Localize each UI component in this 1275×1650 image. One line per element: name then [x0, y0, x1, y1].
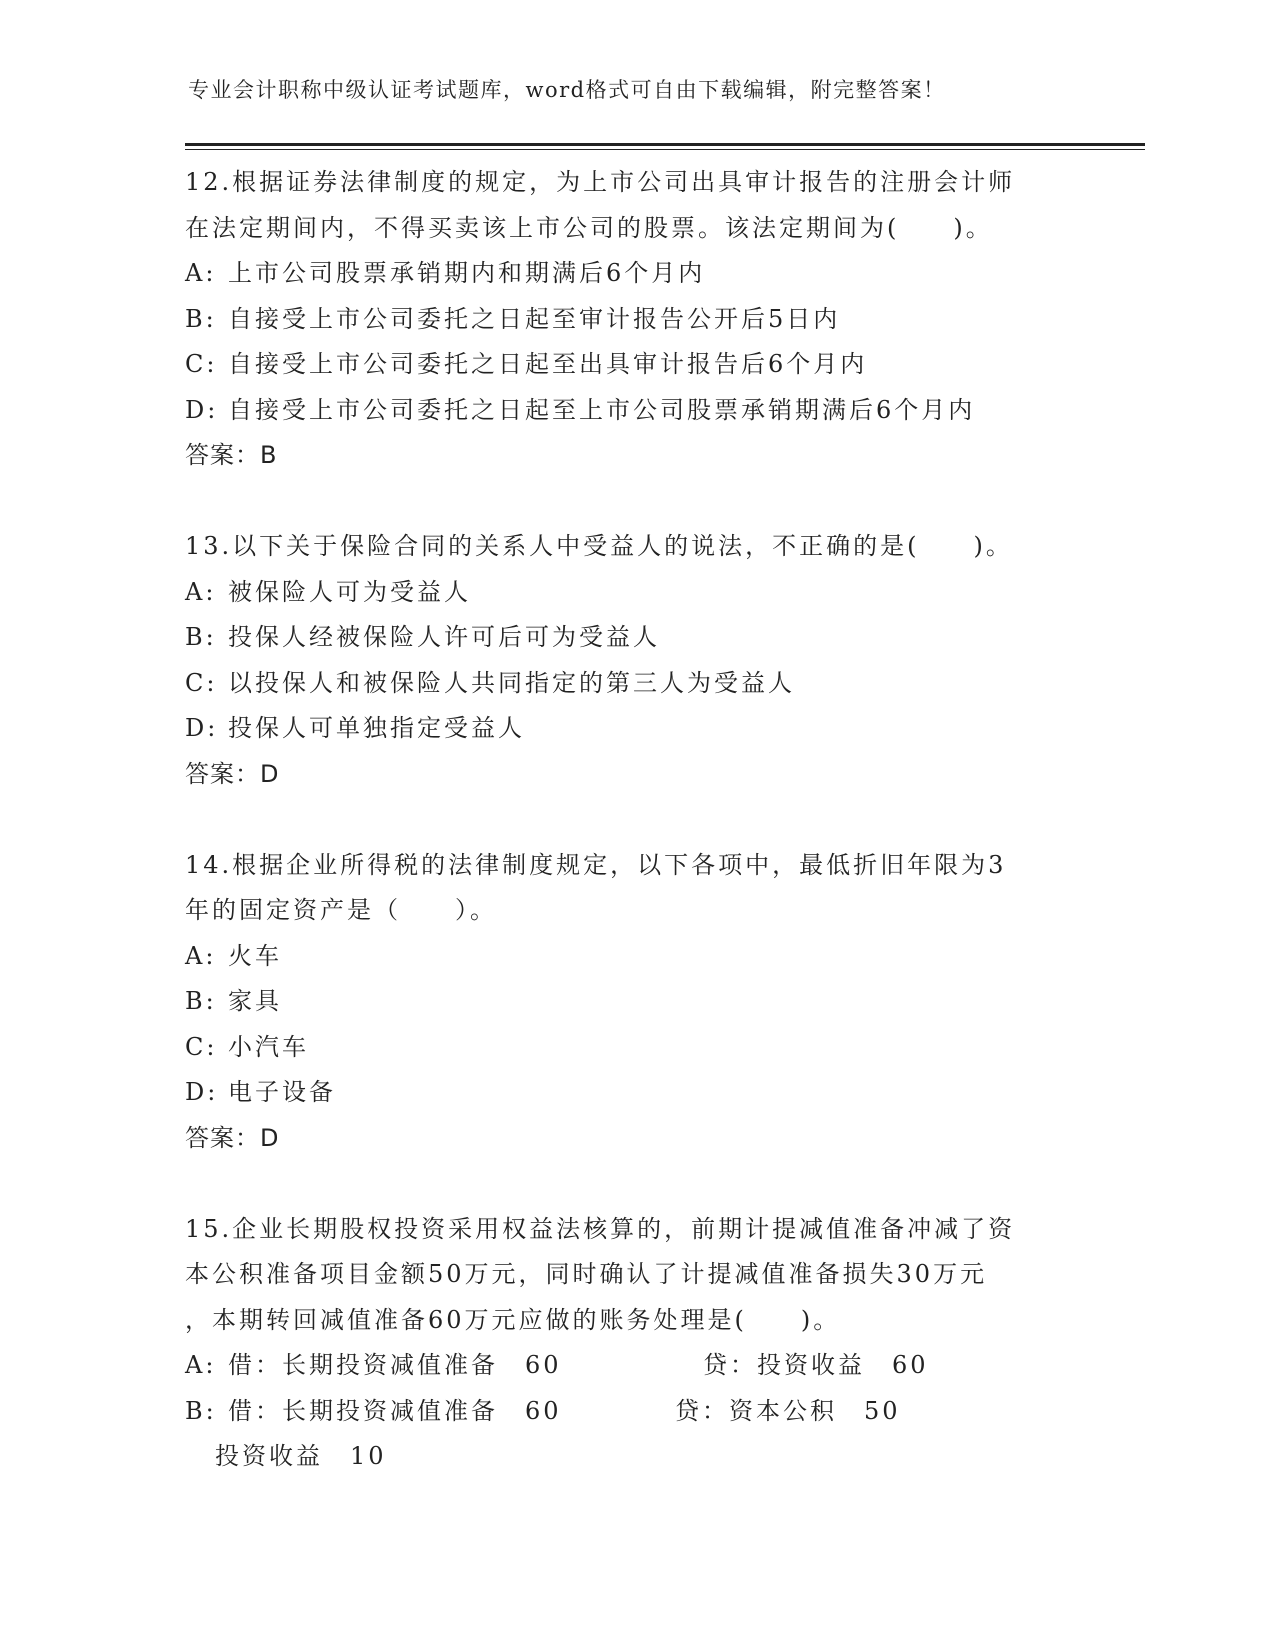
option-label: A:: [185, 941, 217, 970]
question-stem-line: 14.根据企业所得税的法律制度规定，以下各项中，最低折旧年限为3: [185, 850, 1007, 879]
option-debit: 借：长期投资减值准备 60: [228, 1396, 562, 1425]
question-stem-line: 12.根据证券法律制度的规定，为上市公司出具审计报告的注册会计师: [185, 168, 1016, 196]
option-text: 自接受上市公司委托之日起至出具审计报告后6个月内: [228, 350, 868, 378]
option-b: [185, 979, 1085, 1025]
question-stem-line: 在法定期间内，不得买卖该上市公司的股票。该法定期间为( )。: [185, 213, 993, 242]
question-list: [185, 160, 1085, 1480]
option-text: 火车: [228, 941, 282, 970]
option-text: 投保人可单独指定受益人: [228, 714, 525, 742]
option-label: A:: [185, 1351, 217, 1379]
option-a: [185, 570, 1085, 616]
option-label: B:: [185, 987, 217, 1015]
option-text: 小汽车: [228, 1032, 309, 1061]
option-d: [185, 1070, 1085, 1116]
option-label: C:: [185, 1032, 218, 1061]
question-15: [185, 1207, 1085, 1480]
question-stem-line: 15.企业长期股权投资采用权益法核算的，前期计提减值准备冲减了资: [185, 1214, 1016, 1243]
option-label: B:: [185, 623, 217, 651]
option-a: [185, 251, 1085, 297]
question-14: [185, 843, 1085, 1162]
option-text: 家具: [228, 987, 282, 1015]
answer-line: 答案：B: [185, 441, 278, 469]
option-label: B:: [185, 1396, 217, 1425]
option-label: D:: [185, 395, 219, 424]
option-credit: 贷：投资收益 60: [703, 1351, 929, 1379]
option-b: [185, 615, 1085, 661]
header-rule-thin: [185, 149, 1145, 150]
option-text: 电子设备: [228, 1078, 336, 1106]
option-text: 被保险人可为受益人: [228, 577, 471, 606]
option-b: [185, 297, 1085, 343]
header-rule-thick: [185, 143, 1145, 146]
option-credit: 贷：资本公积 50: [675, 1396, 901, 1425]
option-label: C:: [185, 668, 218, 697]
option-d: [185, 706, 1085, 752]
answer-line: 答案：D: [185, 759, 280, 788]
option-text: 投保人经被保险人许可后可为受益人: [228, 623, 660, 651]
option-c: [185, 661, 1085, 707]
option-label: A:: [185, 577, 217, 606]
answer-line: 答案：D: [185, 1123, 280, 1152]
option-label: D:: [185, 1078, 219, 1106]
option-c: [185, 342, 1085, 388]
question-stem-line: 本公积准备项目金额50万元，同时确认了计提减值准备损失30万元: [185, 1260, 988, 1288]
option-text: 自接受上市公司委托之日起至上市公司股票承销期满后6个月内: [228, 395, 976, 424]
option-d: [185, 388, 1085, 434]
question-stem-line: 13.以下关于保险合同的关系人中受益人的说法，不正确的是( )。: [185, 532, 1013, 560]
question-12: [185, 160, 1085, 479]
option-b: [185, 1389, 1085, 1435]
option-b-continuation: 投资收益 10: [215, 1442, 387, 1470]
option-c: [185, 1025, 1085, 1071]
question-stem-line: 年的固定资产是（ ）。: [185, 896, 497, 924]
option-label: C:: [185, 350, 218, 378]
option-label: A:: [185, 259, 217, 287]
question-stem-line: ，本期转回减值准备60万元应做的账务处理是( )。: [185, 1305, 841, 1334]
question-13: [185, 524, 1085, 797]
option-text: 自接受上市公司委托之日起至审计报告公开后5日内: [228, 304, 841, 333]
option-label: D:: [185, 714, 219, 742]
option-debit: 借：长期投资减值准备 60: [228, 1351, 562, 1379]
option-label: B:: [185, 304, 217, 333]
option-text: 上市公司股票承销期内和期满后6个月内: [228, 259, 706, 287]
option-a: [185, 934, 1085, 980]
page-header: 专业会计职称中级认证考试题库，word格式可自由下载编辑，附完整答案！: [188, 78, 946, 102]
option-a: [185, 1343, 1085, 1389]
option-text: 以投保人和被保险人共同指定的第三人为受益人: [228, 668, 795, 697]
